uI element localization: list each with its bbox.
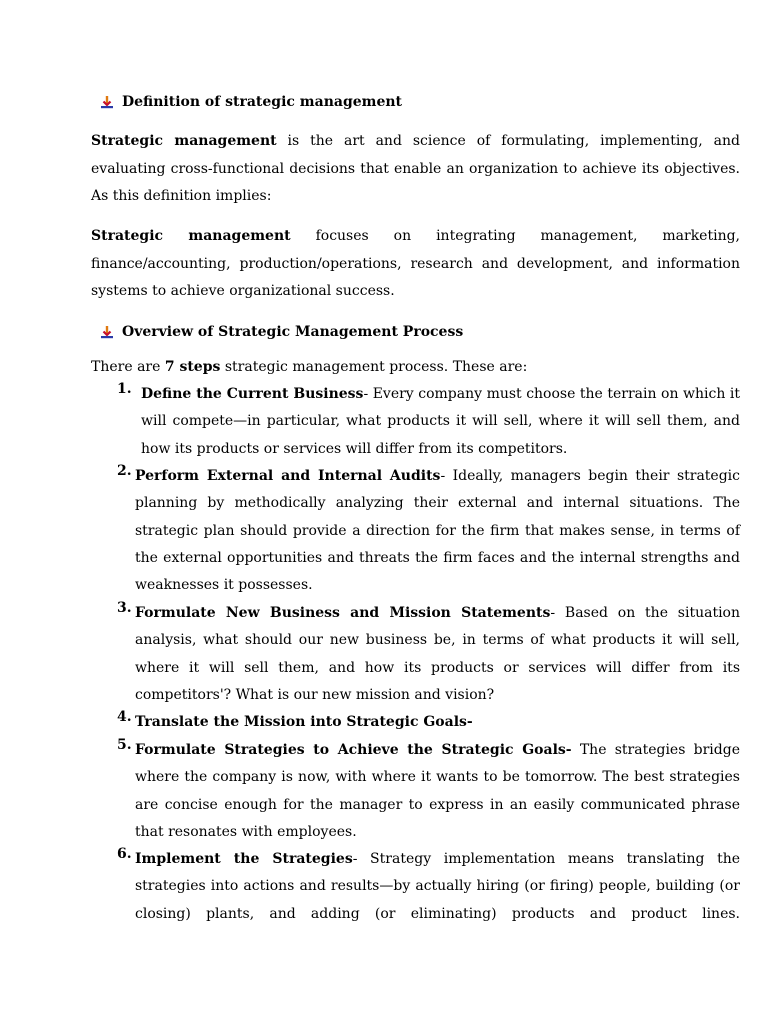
step-text: - Ideally, managers begin their strategic planning by methodically analyzing their external and internal situations. The strategic plan should provide a direction for the firm that makes sense, in terms of the external opportunities and threats the firm faces and the internal strengths and weaknesses it possesses.	[135, 468, 740, 594]
step-title: Implement the Strategies	[135, 851, 353, 867]
intro-text: strategic management process. These are:	[220, 359, 528, 375]
step-body	[135, 709, 740, 736]
term-bold: Strategic management	[91, 133, 277, 149]
term-bold: Strategic management	[91, 228, 291, 244]
step-text: - Every company must choose the terrain on which it will compete—in particular, what products it will sell, where it will sell them, and how its products or services will differ from its competitors.	[141, 386, 740, 457]
step-title: Translate the Mission into Strategic Goals-	[135, 714, 473, 730]
step-body	[135, 463, 740, 599]
step-text: - Strategy implementation means translating the strategies into actions and results—by actually hiring (or firing) people, building (or closing) plants, and adding (or eliminating) products and product lines.	[135, 851, 741, 922]
steps-intro	[91, 354, 740, 381]
step-number: 2.	[117, 463, 132, 479]
step-title: Perform External and Internal Audits	[135, 468, 441, 484]
step-text: - Based on the situation analysis, what should our new business be, in terms of what products it will sell, where it will sell them, and how its products or services will differ from its competitors'? What is our new mission and vision?	[135, 605, 740, 703]
step-text: The strategies bridge where the company is now, with where it wants to be tomorrow. The best strategies are concise enough for the manager to express in an easily communicated phrase that resonates with employees.	[135, 742, 740, 840]
step-title: Formulate Strategies to Achieve the Strategic Goals-	[135, 742, 572, 758]
section-heading-overview	[100, 322, 463, 342]
step-body	[135, 737, 740, 846]
paragraph-text: is the art and science of formulating, implementing, and evaluating cross-functional decisions that enable an organization to achieve its objectives. As this definition implies:	[91, 133, 740, 204]
step-number: 5.	[117, 737, 132, 753]
heading-text: Definition of strategic management	[122, 94, 403, 110]
step-title: Define the Current Business	[141, 386, 364, 402]
step-number: 6.	[117, 846, 132, 862]
step-number: 1.	[117, 381, 132, 397]
step-title: Formulate New Business and Mission Statements	[135, 605, 551, 621]
definition-paragraph	[91, 128, 740, 211]
intro-text: There are	[91, 359, 165, 375]
paragraph-text: focuses on integrating management, marketing, finance/accounting, production/operations, research and development, and information systems to achieve organizational success.	[91, 228, 740, 299]
steps-count: 7 steps	[164, 359, 221, 375]
focus-paragraph	[91, 223, 740, 306]
step-number: 3.	[117, 600, 132, 616]
section-heading-definition	[100, 92, 402, 112]
step-body	[135, 846, 740, 928]
step-number: 4.	[117, 709, 132, 725]
bullet-icon	[100, 95, 114, 109]
bullet-icon	[100, 325, 114, 339]
step-body	[135, 600, 740, 709]
step-body	[141, 381, 740, 463]
heading-text: Overview of Strategic Management Process	[122, 324, 464, 340]
